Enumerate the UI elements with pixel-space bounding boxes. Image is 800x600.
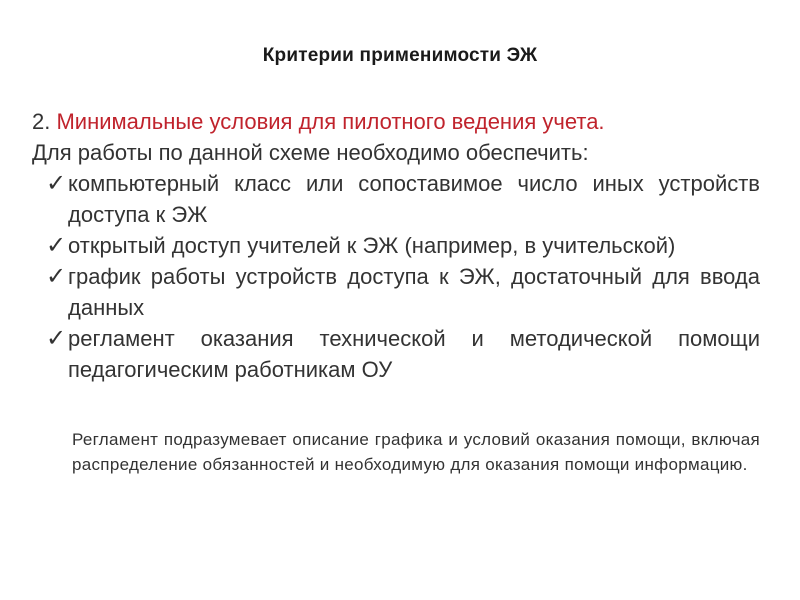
checklist-item-text: компьютерный класс или сопоставимое число иных устройств доступа к ЭЖ (68, 171, 760, 227)
requirements-checklist (32, 168, 760, 385)
checkmark-icon: ✓ (46, 231, 67, 259)
intro-text: Для работы по данной схеме необходимо обеспечить: (32, 140, 589, 165)
checkmark-icon: ✓ (46, 262, 67, 290)
checklist-item (32, 230, 760, 261)
section-heading-text: Минимальные условия для пилотного ведения учета. (56, 109, 605, 134)
slide-title: Критерии применимости ЭЖ (262, 45, 538, 66)
checklist-item (32, 323, 760, 385)
checkmark-icon: ✓ (46, 324, 67, 352)
checklist-item (32, 261, 760, 323)
slide-content (32, 106, 760, 385)
regulation-note: Регламент подразумевает описание графика и условий оказания помощи, включая распределение обязанностей и необходимую для оказания помощи информацию. (72, 430, 760, 474)
section-number: 2. (32, 109, 51, 134)
checklist-item-text: регламент оказания технической и методической помощи педагогическим работникам ОУ (68, 326, 760, 382)
section-heading (32, 106, 760, 137)
checkmark-icon: ✓ (46, 169, 67, 197)
checklist-item-text: график работы устройств доступа к ЭЖ, достаточный для ввода данных (68, 264, 760, 320)
checklist-item-text: открытый доступ учителей к ЭЖ (например, в учительской) (68, 233, 676, 258)
checklist-item (32, 168, 760, 230)
